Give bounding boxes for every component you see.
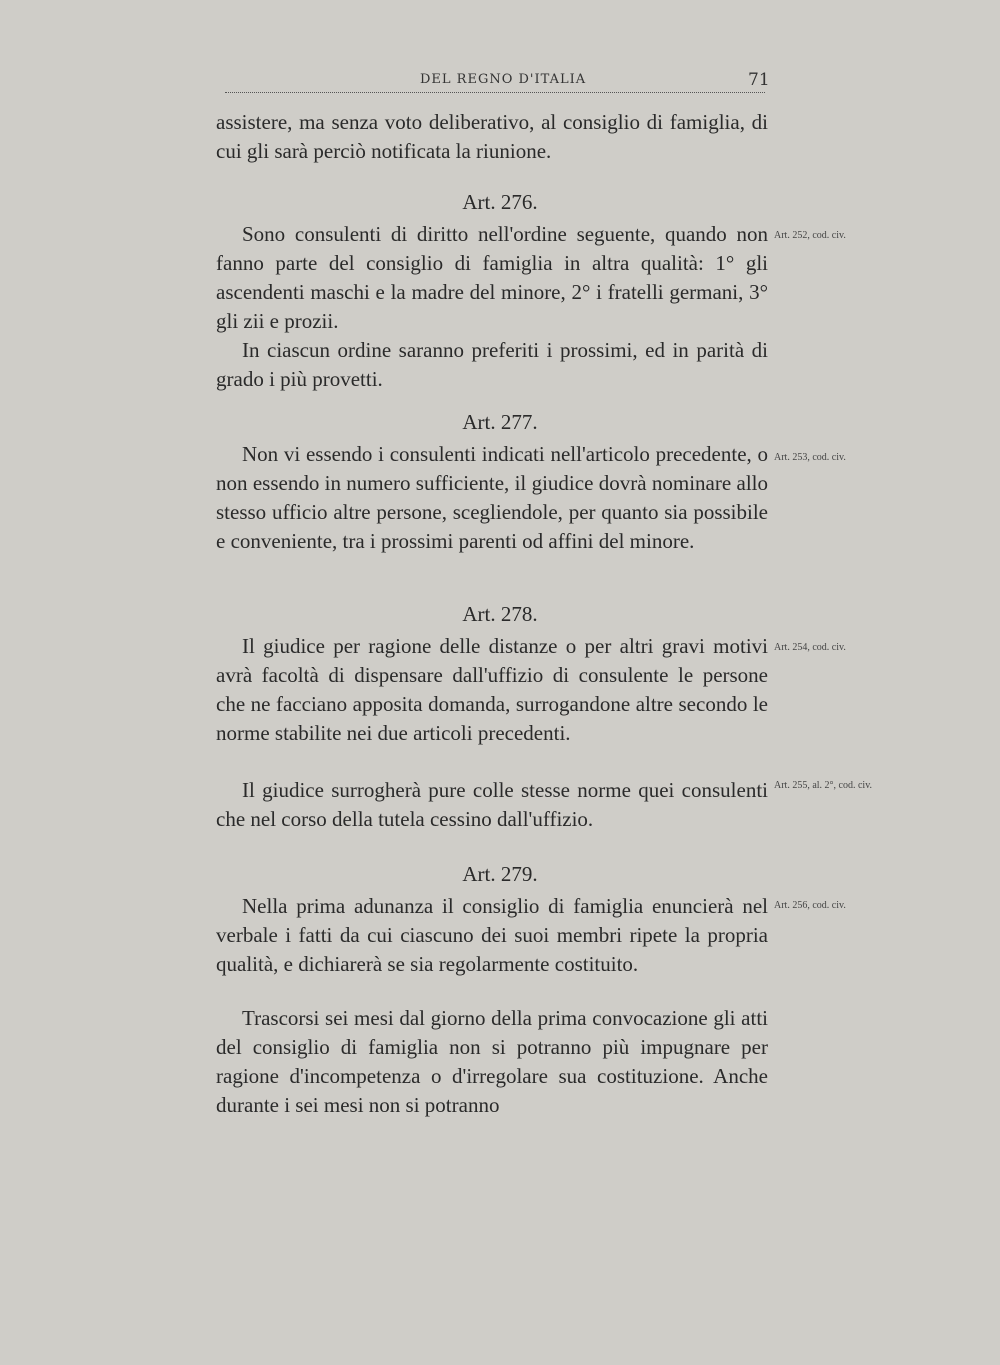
article-heading-278: Art. 278.	[462, 602, 538, 626]
paragraph-continuation: assistere, ma senza voto deliberativo, al consiglio di famiglia, di cui gli sarà perciò notificata la riunione.	[216, 110, 768, 163]
margin-note-277: Art. 253, cod. civ.	[774, 452, 846, 463]
paragraph-279-a: Nella prima adunanza il consiglio di famiglia enuncierà nel verbale i fatti da cui ciascuno dei suoi membri ripete la propria qualità, e dichiarerà se sia regolarmente costituito.	[216, 894, 768, 976]
article-heading-277: Art. 277.	[462, 410, 538, 434]
paragraph-276-b: In ciascun ordine saranno preferiti i prossimi, ed in parità di grado i più provetti.	[216, 338, 768, 391]
paragraph-277: Non vi essendo i consulenti indicati nell'articolo precedente, o non essendo in numero sufficiente, il giudice dovrà nominare allo stesso ufficio altre persone, scegliendole, per quanto sia possibile e conveniente, tra i prossimi parenti od affini del minore.	[216, 442, 768, 553]
article-heading-276: Art. 276.	[462, 190, 538, 214]
paragraph-279-b: Trascorsi sei mesi dal giorno della prima convocazione gli atti del consiglio di famiglia non si potranno più impugnare per ragione d'incompetenza o d'irregolare sua costituzione. Anche durante i sei mesi non si potranno	[216, 1006, 768, 1117]
margin-note-276: Art. 252, cod. civ.	[774, 230, 846, 241]
paragraph-278-a: Il giudice per ragione delle distanze o per altri gravi motivi avrà facoltà di dispensare dall'uffizio di consulente le persone che ne facciano apposita domanda, surrogandone altre secondo le norme stabilite nei due articoli precedenti.	[216, 634, 768, 745]
page-number: 71	[748, 70, 770, 90]
paragraph-278-b: Il giudice surrogherà pure colle stesse norme quei consulenti che nel corso della tutela cessino dall'uffizio.	[216, 778, 768, 831]
article-heading-279: Art. 279.	[462, 862, 538, 886]
header-rule	[225, 92, 765, 93]
margin-note-279: Art. 256, cod. civ.	[774, 900, 846, 911]
paragraph-276-a: Sono consulenti di diritto nell'ordine seguente, quando non fanno parte del consiglio di famiglia in altra qualità: 1° gli ascendenti maschi e la madre del minore, 2° i fratelli germani, 3° gli zii e prozii.	[216, 222, 768, 333]
margin-note-278-b: Art. 255, al. 2°, cod. civ.	[774, 780, 873, 791]
running-header: DEL REGNO D'ITALIA	[420, 72, 587, 87]
margin-note-278: Art. 254, cod. civ.	[774, 642, 846, 653]
